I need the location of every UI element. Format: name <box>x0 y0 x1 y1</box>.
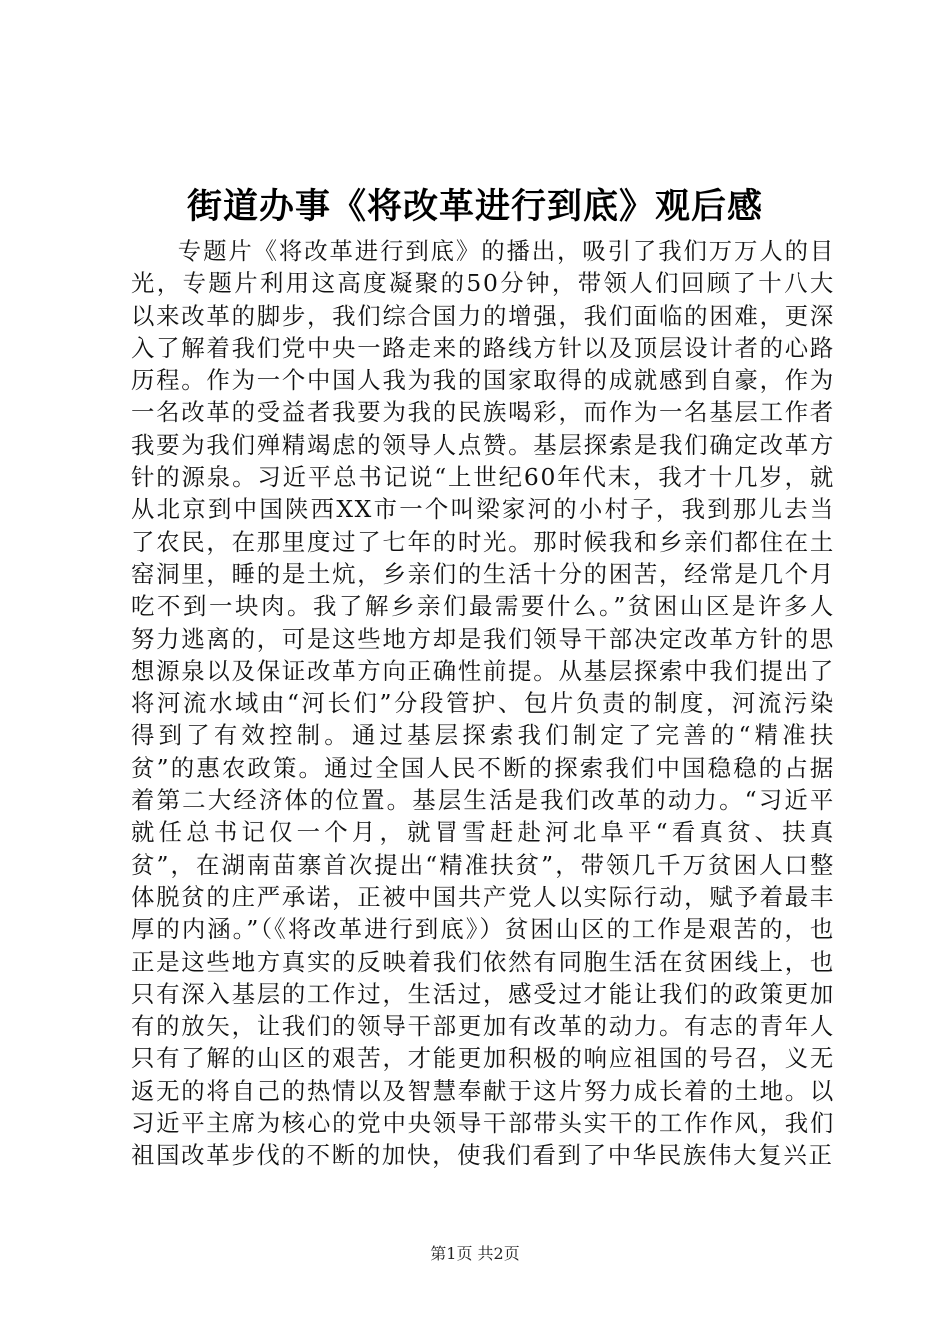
document-title: 街道办事《将改革进行到底》观后感 <box>186 186 763 227</box>
page-number-footer: 第1页 共2页 <box>430 1244 520 1263</box>
document-body-paragraph: 专题片《将改革进行到底》的播出，吸引了我们万万人的目光，专题片利用这高度凝聚的50分钟，带领人们回顾了十八大以来改革的脚步，我们综合国力的增强，我们面临的困难，更深入了解着我们党中央一路走来的路线方针以及顶层设计者的心路历程。作为一个中国人我为我的国家取得的成就感到自豪，作为一名改革的受益者我要为我的民族喝彩，而作为一名基层工作者我要为我们殚精竭虑的领导人点赞。基层探索是我们确定改革方针的源泉。习近平总书记说“上世纪60年代末，我才十几岁，就从北京到中国陕西XX市一个叫梁家河的小村子，我到那儿去当了农民，在那里度过了七年的时光。那时候我和乡亲们都住在土窑洞里，睡的是土炕，乡亲们的生活十分的困苦，经常是几个月吃不到一块肉。我了解乡亲们最需要什么。”贫困山区是许多人努力逃离的，可是这些地方却是我们领导干部决定改革方针的思想源泉以及保证改革方向正确性前提。从基层探索中我们提出了将河流水域由“河长们”分段管护、包片负责的制度，河流污染得到了有效控制。通过基层探索我们制定了完善的“精准扶贫”的惠农政策。通过全国人民不断的探索我们中国稳稳的占据着第二大经济体的位置。基层生活是我们改革的动力。“习近平就任总书记仅一个月，就冒雪赶赴河北阜平“看真贫、扶真贫”，在湖南苗寨首次提出“精准扶贫”，带领几千万贫困人口整体脱贫的庄严承诺，正被中国共产党人以实际行动，赋予着最丰厚的内涵。”（《将改革进行到底》）贫困山区的工作是艰苦的，也正是这些地方真实的反映着我们依然有同胞生活在贫困线上，也只有深入基层的工作过，生活过，感受过才能让我们的政策更加有的放矢，让我们的领导干部更加有改革的动力。有志的青年人只有了解的山区的艰苦，才能更加积极的响应祖国的号召，义无返无的将自己的热情以及智慧奉献于这片努力成长着的土地。以习近平主席为核心的党中央领导干部带头实干的工作作风，我们祖国改革步伐的不断的加快，使我们看到了中华民族伟大复兴正 <box>131 237 835 1170</box>
